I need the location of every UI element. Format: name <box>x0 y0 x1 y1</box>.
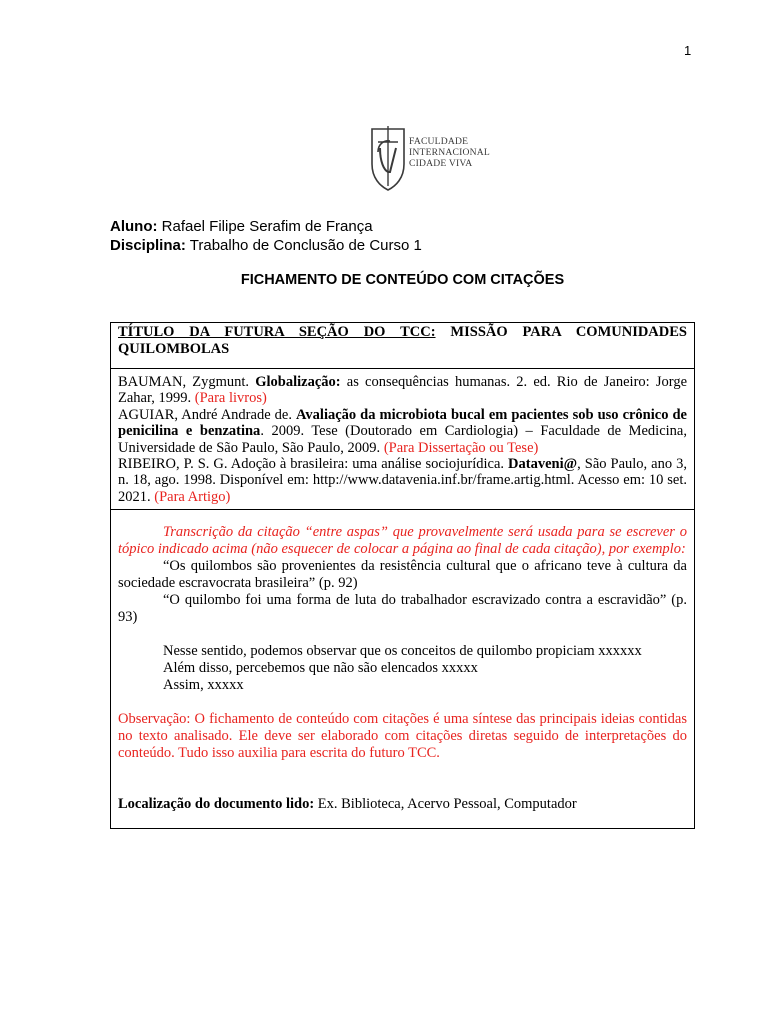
ref2-rest: . 2009. Tese (Doutorado em Cardiologia) – Faculdade de Medicina, Universidade de São Paulo, São Paulo, 2009. <box>118 423 687 456</box>
analysis-line-2: Além disso, percebemos que não são elencados xxxxx <box>163 660 478 676</box>
section-title-label: TÍTULO DA FUTURA SEÇÃO DO TCC: <box>118 324 436 340</box>
section-title <box>118 324 687 358</box>
section-title-cell <box>111 323 694 368</box>
student-name: Rafael Filipe Serafim de França <box>157 218 373 235</box>
discipline-name: Trabalho de Conclusão de Curso 1 <box>185 237 422 254</box>
location-label: Localização do documento lido: <box>118 796 315 812</box>
observation-text: Observação: O fichamento de conteúdo com citações é uma síntese das principais ideias contidas no texto analisado. Ele deve ser elaborado com citações diretas seguido de interpretações do conteúdo. Tudo isso auxilia para escrita do futuro TCC. <box>118 711 687 761</box>
analysis-line-1: Nesse sentido, podemos observar que os conceitos de quilombo propiciam xxxxxx <box>163 643 642 659</box>
analysis-line-3: Assim, xxxxx <box>163 677 244 693</box>
ref2-title: Avaliação da microbiota bucal em pacientes sob uso crônico de penicilina e benzatina <box>118 406 687 440</box>
fiv-shield-icon <box>370 126 406 192</box>
ref1-author: BAUMAN, Zygmunt. <box>118 374 256 390</box>
ref1-note: (Para livros) <box>191 390 267 407</box>
logo-line-3: CIDADE VIVA <box>409 158 473 169</box>
ref3-note: (Para Artigo) <box>150 488 231 505</box>
document-title: FICHAMENTO DE CONTEÚDO COM CITAÇÕES <box>240 272 565 288</box>
quotes-cell <box>111 509 694 828</box>
logo-line-2: INTERNACIONAL <box>409 147 490 158</box>
ref1-title: Globalização: <box>255 374 341 390</box>
ref2-author: AGUIAR, André Andrade de. <box>118 406 297 423</box>
ref3-title: Dataveni@ <box>508 456 578 473</box>
header-info <box>110 217 670 255</box>
faculty-logo <box>370 126 500 192</box>
quote-1: “Os quilombos são provenientes da resistência cultural que o africano teve à cultura da sociedade escravocrata brasileira” (p. 92) <box>118 558 687 591</box>
logo-line-1: FACULDADE <box>409 136 469 147</box>
quote-2: “O quilombo foi uma forma de luta do trabalhador escravizado contra a escravidão” (p. 93) <box>118 592 687 625</box>
ref2-note: (Para Dissertação ou Tese) <box>380 439 539 456</box>
document-location <box>118 796 687 813</box>
instruction-text: Transcrição da citação “entre aspas” que provavelmente será usada para se escrever o tópico indicado acima (não esquecer de colocar a página ao final de cada citação), por exemplo: <box>118 524 687 557</box>
section-title-value: MISSÃO PARA COMUNIDADES QUILOMBOLAS <box>118 324 687 357</box>
ref3-author: RIBEIRO, P. S. G. Adoção à brasileira: uma análise sociojurídica. <box>118 456 509 473</box>
discipline-line <box>110 236 670 255</box>
page-number: 1 <box>684 43 692 58</box>
reference-thesis <box>118 407 687 456</box>
location-value: Ex. Biblioteca, Acervo Pessoal, Computador <box>314 796 577 812</box>
ref1-rest: as consequências humanas. 2. ed. Rio de Janeiro: Jorge Zahar, 1999. <box>118 374 688 407</box>
ref3-rest: , São Paulo, ano 3, n. 18, ago. 1998. Disponível em: http://www.datavenia.inf.br/frame.artig.html. Acesso em: 10 set. 2021. <box>118 456 688 505</box>
student-label: Aluno: <box>110 218 158 235</box>
discipline-label: Disciplina: <box>110 237 186 254</box>
reference-book <box>118 374 687 407</box>
student-line <box>110 217 670 236</box>
references-cell <box>111 368 694 509</box>
reference-article <box>118 456 687 505</box>
fichamento-table <box>110 322 695 829</box>
